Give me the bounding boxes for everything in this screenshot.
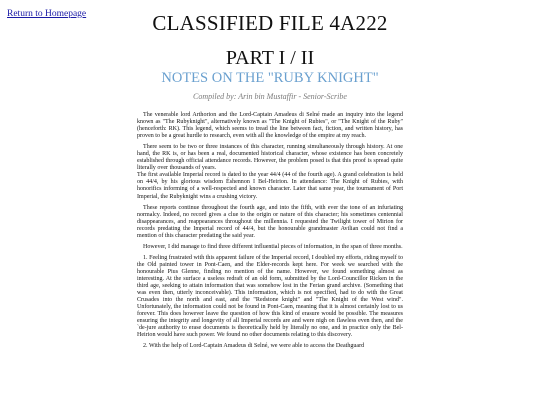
- document-body: [137, 112, 403, 354]
- paragraph: The venerable lord Arthorion and the Lord-Captain Amadeus di Selné made an inquiry into the legend known as "The Rubyknight", alternatively known as "The Knight of Rubies", or "The Knight of the Ruby" (henceforth: RK). This legend, which seems to tread the line between fact, fiction, and written history, has proven to be a great hurdle to research, even with all the knowledge of the empire at my reach.: [137, 112, 403, 140]
- paragraph: The first available Imperial record is dated to the year 44/4 (44 of the fourth age). A grand celebration is held on 44/4, by his glorious wisdom Éshennon I Bel-Heirion. In attendance: The Knight of Rubies, with honorifics informing of a well-respected and known character. Later that same year, the tournament of Port Imperial, the Rubyknight wins a crushing victory.: [137, 172, 403, 200]
- return-to-homepage-link[interactable]: Return to Homepage: [7, 9, 87, 19]
- notes-subtitle: NOTES ON THE "RUBY KNIGHT": [161, 70, 379, 86]
- paragraph: However, I did manage to find three different influential pieces of information, in the span of three months.: [143, 243, 403, 250]
- paragraph: There seem to be two or three instances of this character, running simultaneously through history. At one hand, the RK is, or has been a real, documented historical character, whose existence has been concretely established through official attendance records. However, the problem posed is that this proof is spread quite literally over thousands of years.: [137, 144, 403, 172]
- paragraph: 2. With the help of Lord-Captain Amadeus di Selné, we were able to access the Deathguard: [143, 343, 365, 350]
- compiled-by-line: Compiled by: Arin bin Mustaffir - Senior-Scribe: [193, 92, 347, 101]
- paragraph: 1. Feeling frustrated with this apparent failure of the Imperial record, I doubled my efforts, riding myself to the Old painted tower in Pont-Caen, and the Elder-records kept here. For week we searched with the honourable Pius Glenne, finding no mention of the name. However, we found something almost as interesting. At the surface a useless redraft of an old form, submitted by the Lord-Councillor Ricken in the third age, seeking to attain information that was somehow lost in the Ferian grand archive. (Something that was even then, utterly inconceivable). This information, which is not specified, had to do with the Great Crusades into the north and east, and the "Redstone knight" and "The Knight of the West wind". Unfortunately, the information could not be found in Pont-Caen, meaning that it is almost certainly lost to us forever. This does however leave the question of how this kind of erasure would be possible. The measures ensuring the integrity and longevity of all Imperial records are and were nigh on flawless even then, and the `de-jure authority to erase documents is theoretically held by literally no one, and in practice only the Bel-Heirion would have such power. We found no other documents relating to this discovery.: [137, 254, 403, 339]
- page-title: CLASSIFIED FILE 4A222: [152, 11, 388, 35]
- part-heading: PART I / II: [225, 47, 315, 69]
- paragraph: These reports continue throughout the fourth age, and into the fifth, with ever the tone of an infuriating normalcy. Indeed, no record gives a clue to the origin or nature of this character; his sometimes centennial disappearances, and reappearances throughout the millennia. I requested the Twilight tower of Mirion for records predating the Imperial record of 44/4, but the honourable grandmaster Avilian could not find a mention of this character predating the said year.: [137, 204, 403, 239]
